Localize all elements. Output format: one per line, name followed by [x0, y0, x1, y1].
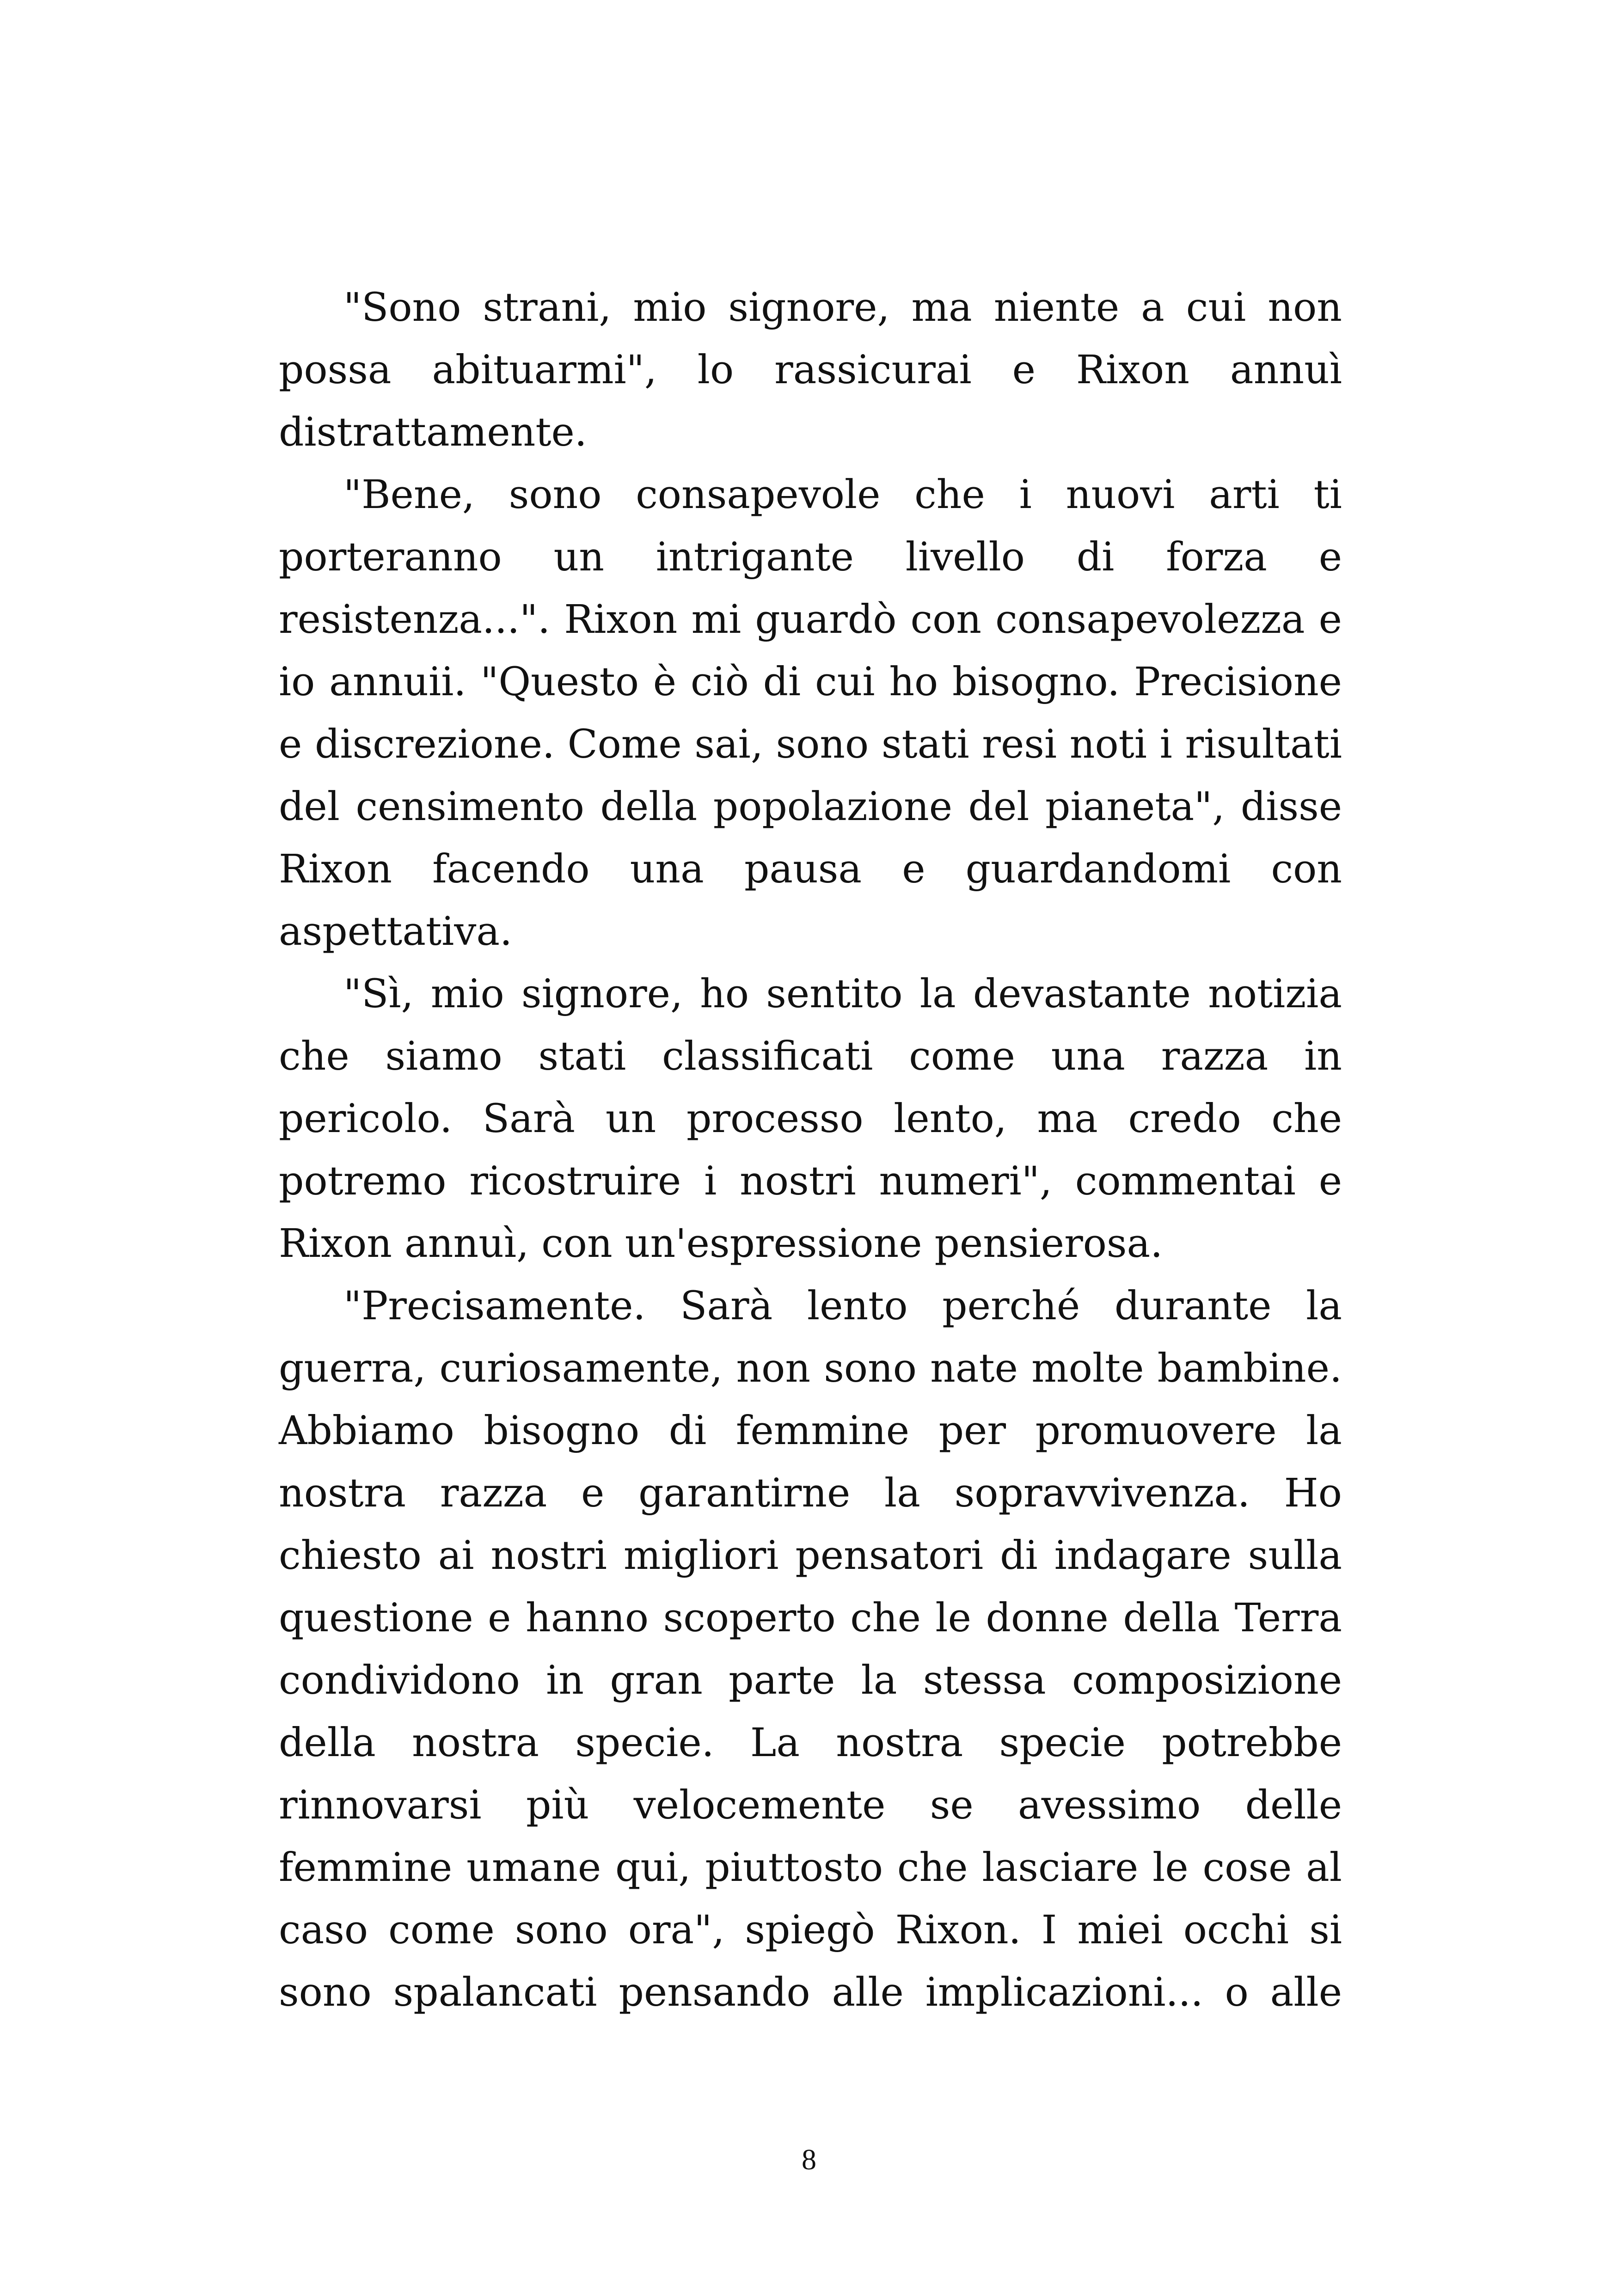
paragraph-1: "Sono strani, mio signore, ma niente a cui non possa abituarmi", lo rassicurai e Rixon annuì distrattamente. — [279, 285, 1342, 455]
paragraph-3: "Sì, mio signore, ho sentito la devastante notizia che siamo stati classificati come una razza in pericolo. Sarà un processo lento, ma credo che potremo ricostruire i nostri numeri", commentai e Rixon annuì, con un'espressione pensierosa. — [279, 971, 1342, 1267]
body-text — [279, 276, 1342, 2024]
paragraph-4: "Precisamente. Sarà lento perché durante la guerra, curiosamente, non sono nate molte bambine. Abbiamo bisogno di femmine per promuovere la nostra razza e garantirne la sopravvivenza. Ho chiesto ai nostri migliori pensatori di indagare sulla questione e hanno scoperto che le donne della Terra condividono in gran parte la stessa composizione della nostra specie. La nostra specie potrebbe rinnovarsi più velocemente se avessimo delle femmine umane qui, piuttosto che lasciare le cose al caso come sono ora", spiegò Rixon. I miei occhi si sono spalancati pensando alle implicazioni... o alle — [279, 1283, 1342, 2015]
paragraph-2: "Bene, sono consapevole che i nuovi arti ti porteranno un intrigante livello di forza e resistenza...". Rixon mi guardò con consapevolezza e io annuii. "Questo è ciò di cui ho bisogno. Precisione e discrezione. Come sai, sono stati resi noti i risultati del censimento della popolazione del pianeta", disse Rixon facendo una pausa e guardandomi con aspettativa. — [279, 472, 1342, 955]
page-number: 8 — [802, 2143, 816, 2176]
